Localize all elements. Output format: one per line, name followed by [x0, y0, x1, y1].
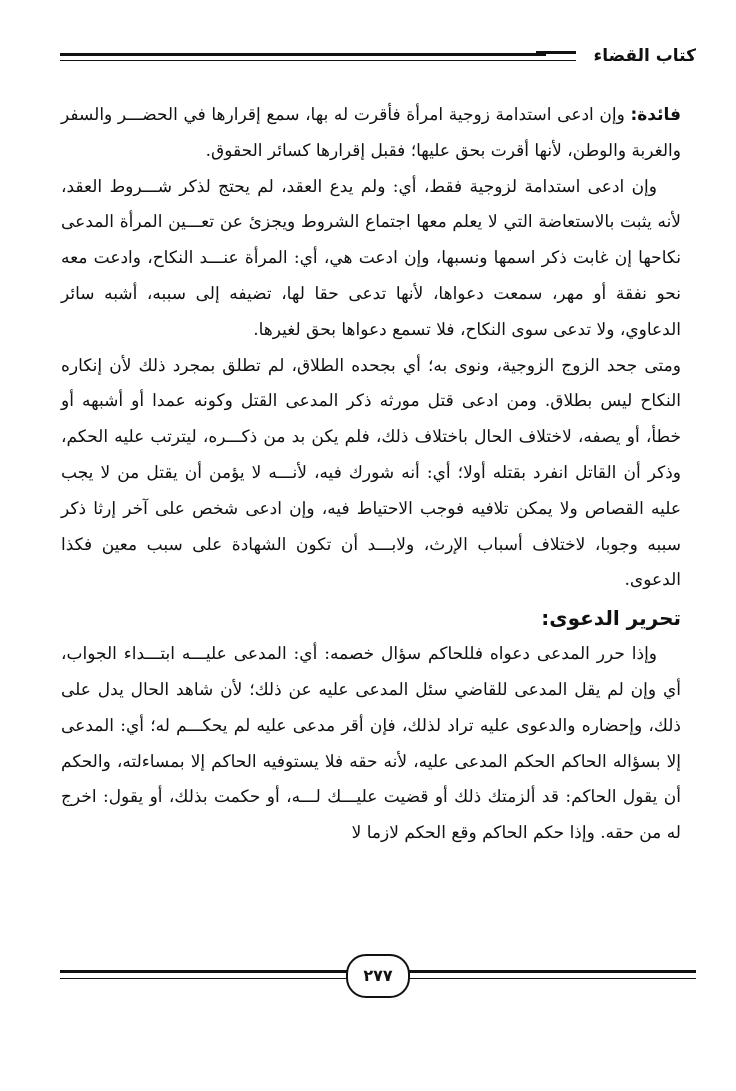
note-text: وإن ادعى استدامة زوجية امرأة فأقرت له بها، سمع إقرارها في الحضـــر والسفر والغربة والوطن، لأنها أقرت بحق عليها؛ فقبل إقرارها كسائر الحقوق.: [61, 105, 681, 161]
body-paragraph: وإن ادعى استدامة لزوجية فقط، أي: ولم يدع العقد، لم يحتج لذكر شـــروط العقد، لأنه يثبت بالاستعاضة التي لا يعلم معها اجتماع الشروط ويجزئ عن تعـــين المرأة المدعى نكاحها إن غابت ذكر اسمها ونسبها، وإن ادعت هي، أي: المرأة عنـــد النكاح، وادعت معه نحو نفقة أو مهر، سمعت دعواها، لأنها تدعى حقا لها، تضيفه إلى سببه، أشبه سائر الدعاوي، ولا تدعى سوى النكاح، فلا تسمع دعواها بحق لغيرها.: [61, 176, 681, 340]
page-body: [61, 98, 681, 852]
header-rule-thin: [60, 60, 546, 61]
section-paragraph: وإذا حرر المدعى دعواه فللحاكم سؤال خصمه: أي: المدعى عليـــه ابتـــداء الجواب، أي وإن لم يقل المدعى للقاضي سئل المدعى عليه عن ذلك؛ لأن شاهد الحال يدل على ذلك، وإحضاره والدعوى عليه تراد لذلك، فإن أقر مدعى عليه لم يحكـــم له؛ أي: المدعى إلا بسؤاله الحاكم الحكم المدعى عليه، لأنه حقه فلا يستوفيه الحاكم إلا بمساءلته، والحكم أن يقول الحاكم: قد ألزمتك ذلك أو قضيت عليـــك لـــه، أو حكمت بذلك، أو يقول: اخرج له من حقه. وإذا حكم الحاكم وقع الحكم لازما لا: [61, 644, 681, 844]
page-header: [60, 44, 696, 76]
page-number: ٢٧٧: [346, 954, 410, 998]
note-paragraph: [61, 98, 681, 170]
header-ornament-bar: [536, 51, 576, 61]
body-paragraph: ومتى جحد الزوج الزوجية، ونوى به؛ أي بجحده الطلاق، لم تطلق بمجرد ذلك لأن إنكاره النكاح ليس بطلاق. ومن ادعى قتل مورثه ذكر المدعى القتل وكونه عمدا أو أشبهه أو خطأ، أو يصفه، لاختلاف الحال باختلاف ذلك، فلم يكن بد من ذكـــره، ليترتب عليه الحكم، وذكر أن القاتل انفرد بقتله أولا؛ أي: أنه شورك فيه، لأنـــه لا يؤمن أن يقتل من لا يجب عليه القصاص ولا يمكن تلافيه فوجب الاحتياط فيه، وإن ادعى شخص على آخر إرثا ذكر سببه وجوبا، لاختلاف أسباب الإرث، ولابـــد أن تكون الشهادة على سبب معين فكذا الدعوى.: [61, 355, 681, 591]
section-heading: تحرير الدعوى:: [541, 606, 681, 631]
header-rule-thick: [60, 53, 546, 56]
book-title: كتاب القضاء: [584, 46, 696, 66]
page-footer: [60, 950, 696, 1000]
note-keyword: فائدة:: [630, 105, 681, 125]
